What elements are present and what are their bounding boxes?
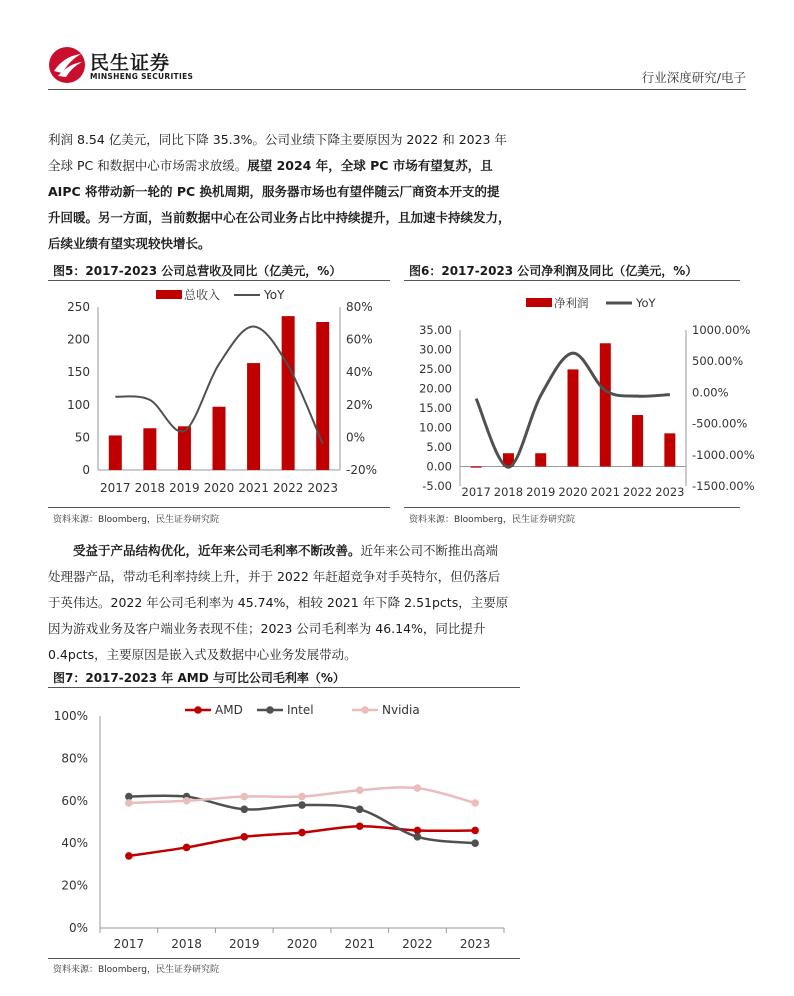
header-divider xyxy=(48,89,746,90)
figure-7-chart xyxy=(48,690,520,956)
x-tick-label: 2022 xyxy=(622,485,653,499)
y-tick-label-left: 0 xyxy=(82,463,90,477)
y-tick-label-left: 30.00 xyxy=(419,342,452,357)
section-label: 行业深度研究/电子 xyxy=(641,70,746,85)
y-tick-label-left: 100 xyxy=(67,397,90,412)
x-tick-label: 2020 xyxy=(203,481,235,495)
data-point-amd xyxy=(240,833,248,841)
paragraph-line: 于英伟达。2022 年公司毛利率为 45.74%，相较 2021 年下降 2.51pcts，主要原 xyxy=(48,595,509,610)
bar xyxy=(568,369,579,466)
data-point-nvidia xyxy=(356,786,364,794)
x-tick-label: 2019 xyxy=(526,485,556,499)
data-point-amd xyxy=(471,827,479,835)
figure-6-title-divider xyxy=(404,280,740,281)
figure-6-chart xyxy=(404,282,755,504)
bar xyxy=(109,435,122,470)
figure-6-bottom-divider xyxy=(404,507,740,508)
y-tick-label-right: 80% xyxy=(346,300,373,314)
bar xyxy=(247,363,260,470)
bar xyxy=(535,453,546,466)
y-tick-label-right: -500.00% xyxy=(692,416,748,431)
minsheng-logo-icon xyxy=(48,46,86,84)
x-tick-label: 2017 xyxy=(461,485,491,499)
y-tick-label: 0% xyxy=(68,921,88,935)
paragraph-line: AIPC 将带动新一轮的 PC 换机周期，服务器市场也有望伴随云厂商资本开支的提 xyxy=(48,184,500,199)
data-point-nvidia xyxy=(298,793,306,801)
data-point-nvidia xyxy=(183,797,191,805)
x-tick-label: 2023 xyxy=(459,937,491,951)
legend-swatch-bar xyxy=(156,290,182,299)
legend-swatch-bar xyxy=(526,298,552,307)
figure-6-title: 图6：2017-2023 公司净利润及同比（亿美元，%） xyxy=(409,264,698,278)
y-tick-label-right: 500.00% xyxy=(692,354,744,369)
logo-text-cn: 民生证券 xyxy=(90,52,171,74)
bar xyxy=(632,415,643,466)
y-tick-label-left: 50 xyxy=(74,430,90,445)
paragraph-line: 利润 8.54 亿美元，同比下降 35.3%。公司业绩下降主要原因为 2022 和 2023 年 xyxy=(48,132,507,147)
y-tick-label-left: -5.00 xyxy=(422,479,452,493)
legend-label-amd: AMD xyxy=(215,703,243,717)
legend-marker-amd xyxy=(194,706,202,714)
y-tick-label-left: 5.00 xyxy=(426,440,452,454)
paragraph-line: 升回暖。另一方面，当前数据中心在公司业务占比中持续提升，且加速卡持续发力， xyxy=(48,210,511,225)
y-tick-label-right: 60% xyxy=(346,332,373,347)
figure-7-title: 图7：2017-2023 年 AMD 与可比公司毛利率（%） xyxy=(53,671,345,685)
legend-label-bar: 总收入 xyxy=(184,288,221,302)
y-tick-label: 60% xyxy=(61,793,88,808)
legend-marker-intel xyxy=(266,706,274,714)
data-point-nvidia xyxy=(471,799,479,807)
y-tick-label-left: 200 xyxy=(67,332,90,347)
y-tick-label: 100% xyxy=(53,709,88,723)
paragraph-outlook xyxy=(48,127,520,257)
y-tick-label-left: 0.00 xyxy=(426,459,452,474)
figure-5-chart xyxy=(48,282,390,504)
minsheng-logo xyxy=(48,46,194,86)
figure-5-title-divider xyxy=(48,280,390,281)
figure-7-title-divider xyxy=(48,687,520,688)
x-tick-label: 2017 xyxy=(113,937,145,951)
paragraph-line: 0.4pcts，主要原因是嵌入式及数据中心业务发展带动。 xyxy=(48,647,357,662)
y-tick-label-left: 20.00 xyxy=(419,381,452,396)
x-tick-label: 2022 xyxy=(272,481,304,495)
bar xyxy=(471,467,482,468)
figure-5-bottom-divider xyxy=(48,507,390,508)
data-point-intel xyxy=(471,839,479,847)
y-tick-label-left: 150 xyxy=(67,365,90,380)
x-tick-label: 2020 xyxy=(286,937,318,951)
y-tick-label-right: -20% xyxy=(346,463,378,477)
figure-6-source: 资料来源：Bloomberg，民生证券研究院 xyxy=(409,515,575,525)
data-point-intel xyxy=(298,801,306,809)
legend-label-intel: Intel xyxy=(287,703,314,717)
data-point-amd xyxy=(125,852,133,860)
paragraph-line: 受益于产品结构优化，近年来公司毛利率不断改善。近年来公司不断推出高端 xyxy=(73,543,499,558)
x-tick-label: 2023 xyxy=(307,481,338,495)
y-tick-label: 20% xyxy=(61,878,88,893)
legend-label-nvidia: Nvidia xyxy=(382,703,420,717)
legend-marker-nvidia xyxy=(361,706,369,714)
x-tick-label: 2017 xyxy=(100,481,131,495)
figure-5-source: 资料来源：Bloomberg，民生证券研究院 xyxy=(53,515,219,525)
data-point-intel xyxy=(414,833,422,841)
paragraph-line: 因为游戏业务及客户端业务表现不佳；2023 公司毛利率为 46.14%，同比提升 xyxy=(48,621,486,636)
x-tick-label: 2021 xyxy=(238,481,269,495)
paragraph-gross-margin xyxy=(48,538,520,668)
bar xyxy=(143,428,156,470)
y-tick-label-right: 20% xyxy=(346,397,373,412)
y-tick-label-left: 35.00 xyxy=(419,323,452,337)
y-tick-label-left: 10.00 xyxy=(419,420,452,435)
legend-label-bar: 净利润 xyxy=(554,296,589,310)
data-point-intel xyxy=(356,805,364,813)
data-point-nvidia xyxy=(240,793,248,801)
bar xyxy=(600,343,611,466)
logo-text-en: MINSHENG SECURITIES xyxy=(90,72,194,81)
legend-label-line: YoY xyxy=(636,296,656,310)
x-tick-label: 2018 xyxy=(134,481,166,495)
bar xyxy=(664,433,675,466)
y-tick-label-right: 0% xyxy=(346,430,366,445)
y-tick-label: 40% xyxy=(61,836,88,851)
y-tick-label-right: 40% xyxy=(346,365,373,380)
x-tick-label: 2022 xyxy=(402,937,433,951)
paragraph-line: 处理器产品，带动毛利率持续上升，并于 2022 年赶超竞争对手英特尔，但仍落后 xyxy=(48,569,501,584)
legend-label-line: YoY xyxy=(264,288,285,302)
y-tick-label-right: 0.00% xyxy=(692,385,729,400)
bar xyxy=(316,322,329,470)
bar xyxy=(213,407,226,470)
x-tick-label: 2021 xyxy=(590,485,620,499)
bar xyxy=(282,316,295,470)
figure-7-bottom-divider xyxy=(48,958,520,959)
figure-5-title: 图5：2017-2023 公司总营收及同比（亿美元，%） xyxy=(53,264,342,278)
bar xyxy=(178,426,191,470)
data-point-amd xyxy=(183,844,191,852)
y-tick-label-left: 250 xyxy=(67,300,90,314)
x-tick-label: 2018 xyxy=(493,485,524,499)
figure-7-source: 资料来源：Bloomberg，民生证券研究院 xyxy=(53,965,219,975)
data-point-amd xyxy=(356,822,364,830)
data-point-nvidia xyxy=(125,799,133,807)
paragraph-line: 后续业绩有望实现较快增长。 xyxy=(48,236,211,251)
data-point-nvidia xyxy=(414,784,422,792)
data-point-amd xyxy=(298,829,306,837)
y-tick-label-right: 1000.00% xyxy=(692,323,751,337)
x-tick-label: 2019 xyxy=(169,481,200,495)
y-tick-label: 80% xyxy=(61,751,88,766)
y-tick-label-right: -1000.00% xyxy=(692,447,755,462)
x-tick-label: 2021 xyxy=(344,937,375,951)
x-tick-label: 2020 xyxy=(558,485,588,499)
y-tick-label-right: -1500.00% xyxy=(692,479,755,493)
data-point-intel xyxy=(240,805,248,813)
paragraph-line: 全球 PC 和数据中心市场需求放缓。展望 2024 年，全球 PC 市场有望复苏，且 xyxy=(48,158,493,173)
x-tick-label: 2018 xyxy=(171,937,202,951)
y-tick-label-left: 15.00 xyxy=(419,401,452,415)
x-tick-label: 2019 xyxy=(229,937,260,951)
x-tick-label: 2023 xyxy=(655,485,685,499)
y-tick-label-left: 25.00 xyxy=(419,362,452,376)
